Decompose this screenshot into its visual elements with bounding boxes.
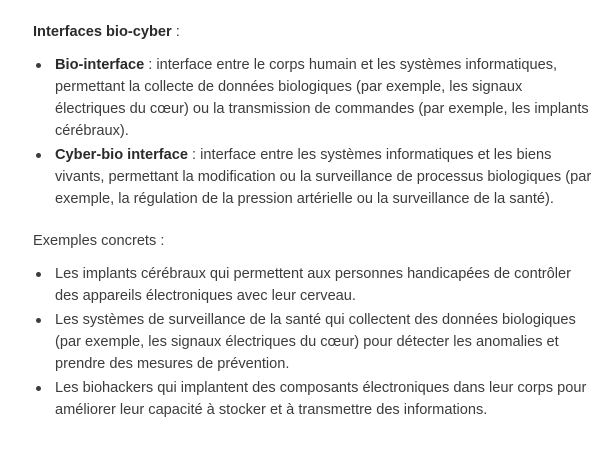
list-item-text: : interface entre les systèmes informatiques et les biens vivants, permettant la modification ou la surveillance de processus biologiques (par exemple, la régulation de la pression artérielle ou la surveillance de la santé). [55,147,592,207]
list-item [33,377,593,421]
section-heading-interfaces-title: Interfaces bio-cyber [33,24,172,40]
bullet-icon [36,153,41,158]
list-item-term: Cyber-bio interface [55,147,188,163]
list-item [33,144,593,210]
interfaces-list [33,54,593,210]
list-item [33,309,593,375]
bullet-icon [36,272,41,277]
list-item-text: : interface entre le corps humain et les systèmes informatiques, permettant la collecte de données biologiques (par exemple, les signaux électriques du cœur) ou la transmission de commandes (par exemple, les implants cérébraux). [55,57,589,139]
section-heading-interfaces-suffix: : [171,24,180,40]
document-body [33,21,593,423]
bullet-icon [36,318,41,323]
list-item-text: Les biohackers qui implantent des composants électroniques dans leur corps pour améliorer leur capacité à stocker et à transmettre des informations. [55,380,587,418]
section-heading-examples: Exemples concrets : [33,233,165,249]
list-item [33,263,593,307]
list-item-text: Les systèmes de surveillance de la santé qui collectent des données biologiques (par exemple, les signaux électriques du cœur) pour détecter les anomalies et prendre des mesures de prévention. [55,312,576,372]
list-item-text: Les implants cérébraux qui permettent aux personnes handicapées de contrôler des appareils électroniques avec leur cerveau. [55,266,571,304]
examples-list [33,263,593,421]
section-heading-interfaces [33,21,593,43]
examples-section [33,230,593,421]
bullet-icon [36,63,41,68]
list-item-term: Bio-interface [55,57,145,73]
bullet-icon [36,386,41,391]
list-item [33,54,593,142]
